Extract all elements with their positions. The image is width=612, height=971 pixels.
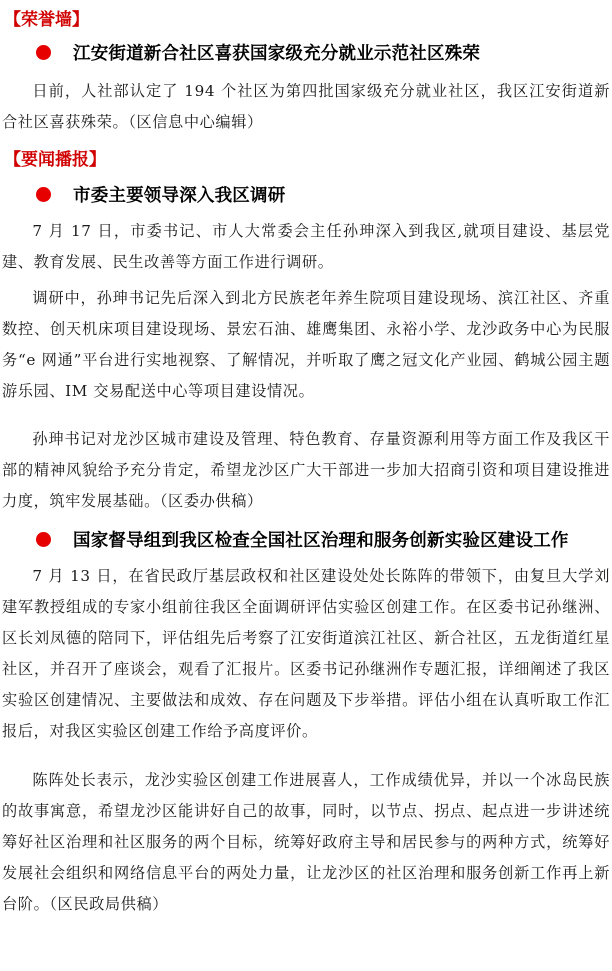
headline-text: 江安街道新合社区喜获国家级充分就业示范社区殊荣 [73, 43, 481, 64]
article-paragraph: 孙珅书记对龙沙区城市建设及管理、特色教育、存量资源利用等方面工作及我区干部的精神风貌给予充分肯定，希望龙沙区广大干部进一步加大招商引资和项目建设推进力度，筑牢发展基础。（区委办供稿） [2, 430, 610, 510]
headline-text: 国家督导组到我区检查全国社区治理和服务创新实验区建设工作 [73, 530, 569, 551]
section-title-honor-wall: 【荣誉墙】 [4, 10, 89, 30]
article-paragraph: 日前，人社部认定了 194 个社区为第四批国家级充分就业社区，我区江安街道新合社区喜获殊荣。（区信息中心编辑） [2, 82, 610, 131]
red-dot-bullet-icon [36, 187, 51, 202]
section-title-news-brief: 【要闻播报】 [4, 150, 106, 170]
headline-text: 市委主要领导深入我区调研 [73, 185, 286, 206]
red-dot-bullet-icon [36, 532, 51, 547]
red-dot-bullet-icon [36, 45, 51, 60]
article-paragraph: 7 月 13 日，在省民政厅基层政权和社区建设处处长陈阵的带领下，由复旦大学刘建军教授组成的专家小组前往我区全面调研评估实验区创建工作。在区委书记孙继洲、区长刘凤德的陪同下，评估组先后考察了江安街道滨江社区、新合社区，五龙街道红星社区，并召开了座谈会，观看了汇报片。区委书记孙继洲作专题汇报，详细阐述了我区实验区创建情况、主要做法和成效、存在问题及下步举措。评估小组在认真听取工作汇报后，对我区实验区创建工作给予高度评价。 [2, 567, 610, 740]
article-headline [36, 38, 480, 66]
article-headline [36, 525, 569, 553]
article-paragraph: 调研中，孙珅书记先后深入到北方民族老年养生院项目建设现场、滨江社区、齐重数控、创天机床项目建设现场、景宏石油、雄鹰集团、永裕小学、龙沙政务中心为民服务“e 网通”平台进行实地视察、了解情况，并听取了鹰之冠文化产业园、鹤城公园主题游乐园、IM 交易配送中心等项目建设情况。 [2, 289, 610, 400]
article-paragraph: 7 月 17 日，市委书记、市人大常委会主任孙珅深入到我区,就项目建设、基层党建、教育发展、民生改善等方面工作进行调研。 [2, 222, 610, 271]
article-paragraph: 陈阵处长表示，龙沙实验区创建工作进展喜人，工作成绩优异，并以一个冰岛民族的故事寓意，希望龙沙区能讲好自己的故事，同时，以节点、拐点、起点进一步讲述统筹好社区治理和社区服务的两个目标，统筹好政府主导和居民参与的两种方式，统筹好发展社会组织和网络信息平台的两处力量，让龙沙区的社区治理和服务创新工作再上新台阶。（区民政局供稿） [2, 771, 610, 913]
article-headline [36, 180, 285, 208]
